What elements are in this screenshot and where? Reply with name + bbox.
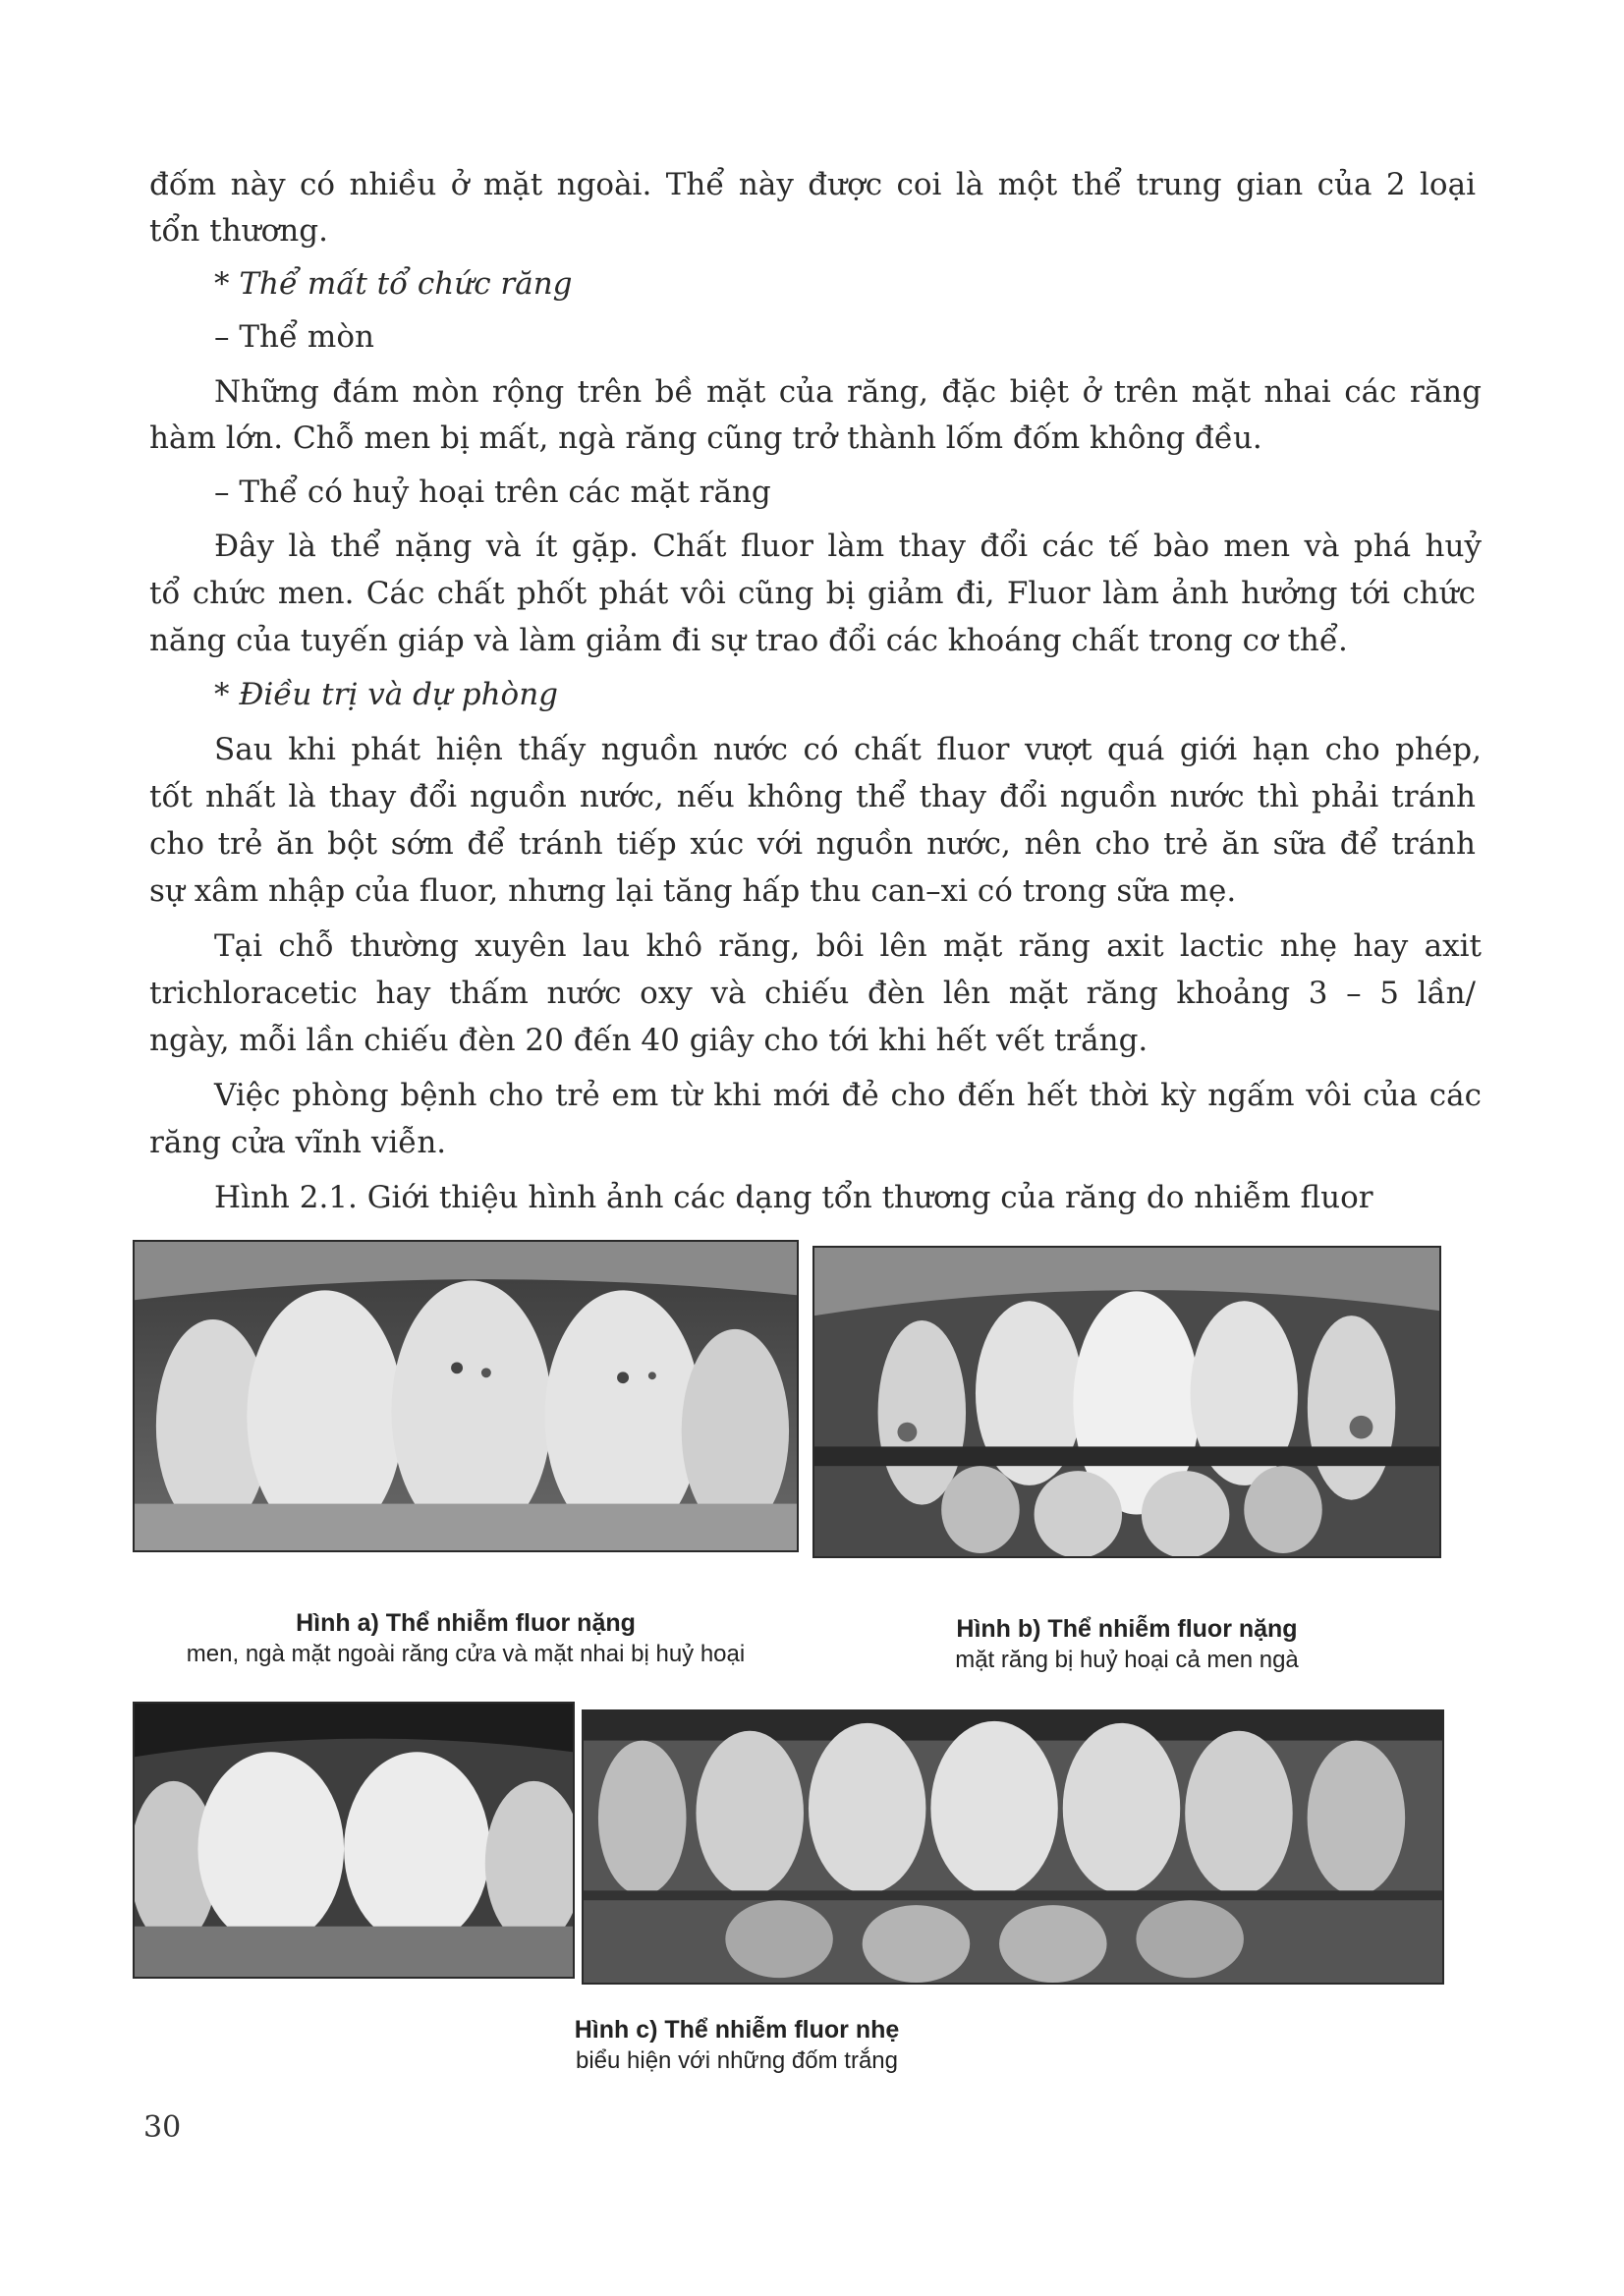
caption-b-subtitle: mặt răng bị huỷ hoại cả men ngà [955,1647,1299,1673]
subsection-heading: – Thể có huỷ hoại trên các mặt răng [214,475,771,510]
paragraph-line: răng cửa vĩnh viễn. [149,1125,447,1160]
photo-c-left-mild-fluorosis [133,1702,575,1979]
caption-a [133,1607,799,1670]
paragraph-line: Đây là thể nặng và ít gặp. Chất fluor làm thay đổi các tế bào men và phá huỷ [214,529,1482,564]
photo-a-severe-fluorosis [133,1240,799,1552]
caption-b [812,1613,1441,1676]
page-number: 30 [143,2110,182,2145]
caption-a-title: Hình a) Thể nhiễm fluor nặng [296,1609,636,1637]
paragraph-line: tổ chức men. Các chất phốt phát vôi cũng bị giảm đi, Fluor làm ảnh hưởng tới chức [149,576,1476,611]
caption-c [447,2014,1027,2077]
paragraph-line: tốt nhất là thay đổi nguồn nước, nếu không thể thay đổi nguồn nước thì phải tránh [149,779,1476,814]
paragraph-line: Việc phòng bệnh cho trẻ em từ khi mới đẻ cho đến hết thời kỳ ngấm vôi của các [214,1078,1482,1113]
paragraph-line: Những đám mòn rộng trên bề mặt của răng, đặc biệt ở trên mặt nhai các răng [214,374,1482,410]
caption-c-subtitle: biểu hiện với những đốm trắng [575,2047,898,2074]
paragraph-line: ngày, mỗi lần chiếu đèn 20 đến 40 giây cho tới khi hết vết trắng. [149,1023,1148,1058]
caption-c-title: Hình c) Thể nhiễm fluor nhẹ [574,2016,900,2044]
paragraph-line: trichloracetic hay thấm nước oxy và chiếu đèn lên mặt răng khoảng 3 – 5 lần/ [149,976,1476,1011]
subsection-heading: – Thể mòn [214,319,374,355]
figure-caption-main: Hình 2.1. Giới thiệu hình ảnh các dạng tổn thương của răng do nhiễm fluor [214,1180,1373,1215]
section-heading: * Thể mất tổ chức răng [214,266,573,302]
section-heading: * Điều trị và dự phòng [214,677,559,712]
paragraph-line: năng của tuyến giáp và làm giảm đi sự trao đổi các khoáng chất trong cơ thể. [149,623,1348,658]
paragraph-line: sự xâm nhập của fluor, nhưng lại tăng hấp thu can–xi có trong sữa mẹ. [149,873,1237,909]
photo-c-right-mild-fluorosis [582,1709,1444,1985]
paragraph-line: tổn thương. [149,213,328,249]
photo-b-severe-fluorosis [812,1246,1441,1558]
caption-a-subtitle: men, ngà mặt ngoài răng cửa và mặt nhai bị huỷ hoại [186,1641,746,1667]
paragraph-line: Sau khi phát hiện thấy nguồn nước có chất fluor vượt quá giới hạn cho phép, [214,732,1482,767]
paragraph-line: đốm này có nhiều ở mặt ngoài. Thể này được coi là một thể trung gian của 2 loại [149,167,1476,202]
paragraph-line: hàm lớn. Chỗ men bị mất, ngà răng cũng trở thành lốm đốm không đều. [149,420,1262,456]
paragraph-line: Tại chỗ thường xuyên lau khô răng, bôi lên mặt răng axit lactic nhẹ hay axit [214,928,1482,964]
paragraph-line: cho trẻ ăn bột sớm để tránh tiếp xúc với nguồn nước, nên cho trẻ ăn sữa để tránh [149,826,1476,862]
caption-b-title: Hình b) Thể nhiễm fluor nặng [956,1615,1298,1643]
